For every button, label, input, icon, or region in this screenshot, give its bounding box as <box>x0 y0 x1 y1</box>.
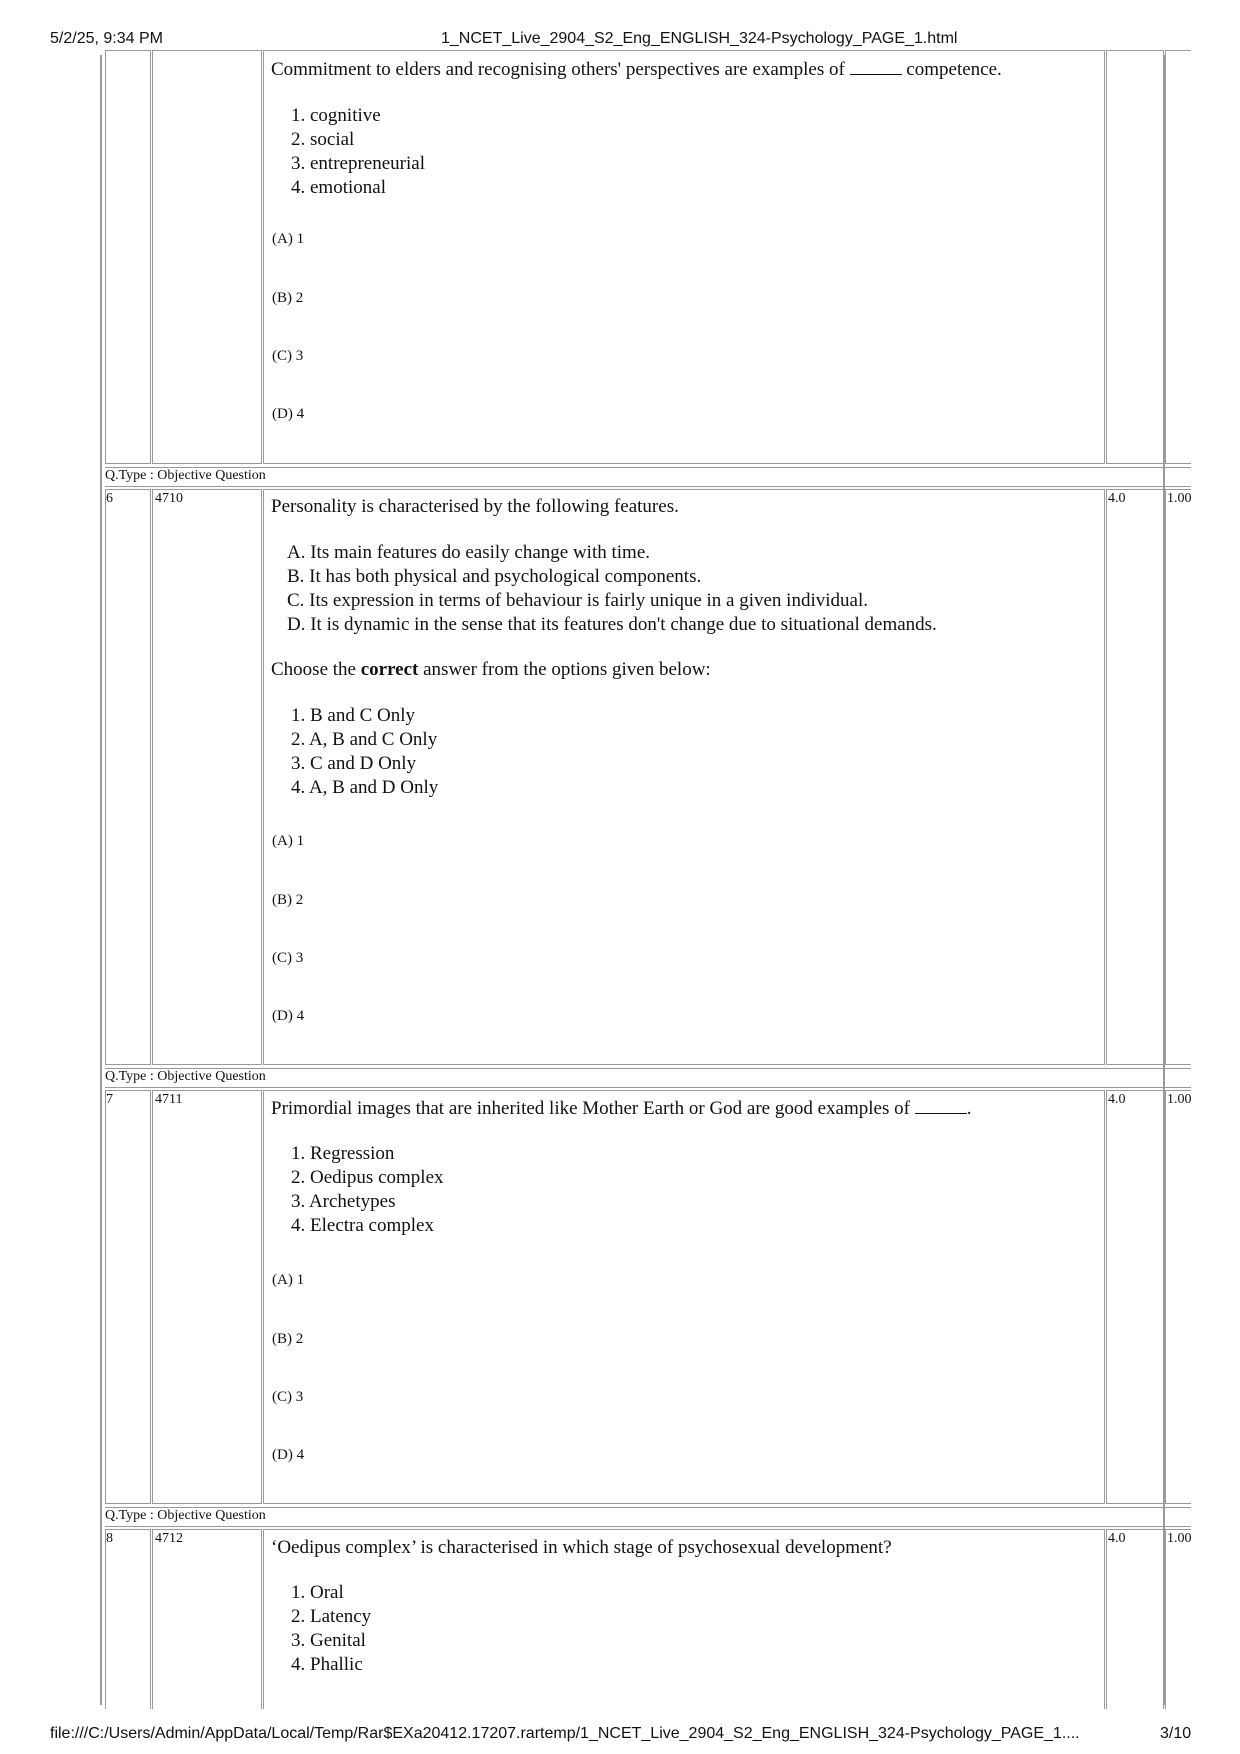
answer-option-b: (B) 2 <box>272 892 304 908</box>
sno-cell <box>105 50 151 464</box>
option-item: 4. A, B and D Only <box>291 777 439 798</box>
option-item: 1. Oral <box>291 1582 344 1603</box>
question-text: Primordial images that are inherited like Mother Earth or God are good examples of . <box>271 1098 972 1119</box>
option-item: 3. entrepreneurial <box>291 153 425 174</box>
print-datetime: 5/2/25, 9:34 PM <box>50 30 163 47</box>
option-item: 4. emotional <box>291 177 386 198</box>
row-divider <box>105 486 1191 487</box>
negative-cell <box>1165 1090 1191 1504</box>
answer-option-c: (C) 3 <box>272 1389 304 1405</box>
negative-marks: 1.00 <box>1167 491 1192 506</box>
marks-cell <box>1106 1090 1164 1504</box>
option-list <box>291 104 425 200</box>
table-left-border <box>100 55 102 1705</box>
row-divider <box>105 1087 1191 1088</box>
question-text: Personality is characterised by the following features. <box>271 496 679 517</box>
option-item: 4. Electra complex <box>291 1215 434 1236</box>
statement-item: D. It is dynamic in the sense that its features don't change due to situational demands. <box>287 614 937 635</box>
answer-option-d: (D) 4 <box>272 1447 305 1463</box>
answer-option-a: (A) 1 <box>272 231 305 247</box>
statement-item: C. Its expression in terms of behaviour is fairly unique in a given individual. <box>287 590 868 611</box>
negative-cell <box>1165 50 1191 464</box>
marks-cell <box>1106 50 1164 464</box>
question-text: Commitment to elders and recognising others' perspectives are examples of competence. <box>271 59 1002 80</box>
question-text: ‘Oedipus complex’ is characterised in which stage of psychosexual development? <box>271 1537 892 1558</box>
option-item: 1. B and C Only <box>291 705 416 726</box>
option-item: 4. Phallic <box>291 1654 363 1675</box>
id-cell <box>152 489 262 1065</box>
answer-option-d: (D) 4 <box>272 406 305 422</box>
option-list <box>291 704 438 800</box>
serial-number: 6 <box>106 491 113 506</box>
marks-cell <box>1106 1529 1164 1709</box>
answer-option-d: (D) 4 <box>272 1008 305 1024</box>
answer-option-a: (A) 1 <box>272 1272 305 1288</box>
option-item: 3. Genital <box>291 1630 366 1651</box>
option-item: 3. C and D Only <box>291 753 417 774</box>
page-number: 3/10 <box>1160 1725 1192 1742</box>
option-item: 1. Regression <box>291 1143 395 1164</box>
statement-item: A. Its main features do easily change with time. <box>287 542 651 563</box>
marks: 4.0 <box>1108 1531 1126 1546</box>
question-type: Q.Type : Objective Question <box>105 1069 266 1084</box>
option-list <box>291 1142 444 1238</box>
question-id: 4712 <box>155 1531 183 1546</box>
negative-marks: 1.00 <box>1167 1092 1192 1107</box>
marks: 4.0 <box>1108 1092 1126 1107</box>
blank-line <box>850 60 902 75</box>
serial-number: 8 <box>106 1531 113 1546</box>
option-list <box>291 1581 371 1677</box>
answer-option-b: (B) 2 <box>272 1331 304 1347</box>
row-divider <box>105 1068 1191 1069</box>
row-divider <box>105 1526 1191 1527</box>
question-id: 4710 <box>155 491 183 506</box>
negative-marks: 1.00 <box>1167 1531 1192 1546</box>
row-divider <box>105 467 1191 468</box>
id-cell <box>152 1090 262 1504</box>
file-path: file:///C:/Users/Admin/AppData/Local/Temp/Rar$EXa20412.17207.rartemp/1_NCET_Live_2904_S2_Eng_ENGLISH_324-Psychology_PAGE_1.... <box>50 1725 1080 1742</box>
option-item: 2. Latency <box>291 1606 372 1627</box>
document-title: 1_NCET_Live_2904_S2_Eng_ENGLISH_324-Psychology_PAGE_1.html <box>441 30 958 47</box>
answer-option-c: (C) 3 <box>272 348 304 364</box>
question-type: Q.Type : Objective Question <box>105 1508 266 1523</box>
statement-list <box>287 541 937 637</box>
marks-cell <box>1106 489 1164 1065</box>
option-item: 2. A, B and C Only <box>291 729 438 750</box>
question-id: 4711 <box>155 1092 183 1107</box>
negative-cell <box>1165 489 1191 1065</box>
row-divider <box>105 1507 1191 1508</box>
statement-item: B. It has both physical and psychological components. <box>287 566 702 587</box>
answer-option-c: (C) 3 <box>272 950 304 966</box>
option-item: 3. Archetypes <box>291 1191 396 1212</box>
sno-cell <box>105 1529 151 1709</box>
sno-cell <box>105 489 151 1065</box>
marks: 4.0 <box>1108 491 1126 506</box>
answer-option-b: (B) 2 <box>272 290 304 306</box>
sno-cell <box>105 1090 151 1504</box>
option-item: 2. Oedipus complex <box>291 1167 444 1188</box>
answer-option-a: (A) 1 <box>272 833 305 849</box>
option-item: 1. cognitive <box>291 105 381 126</box>
negative-cell <box>1165 1529 1191 1709</box>
option-item: 2. social <box>291 129 355 150</box>
blank-line <box>915 1099 967 1114</box>
choose-instruction: Choose the correct answer from the options given below: <box>271 659 711 680</box>
id-cell <box>152 1529 262 1709</box>
serial-number: 7 <box>106 1092 113 1107</box>
question-type: Q.Type : Objective Question <box>105 468 266 483</box>
id-cell <box>152 50 262 464</box>
